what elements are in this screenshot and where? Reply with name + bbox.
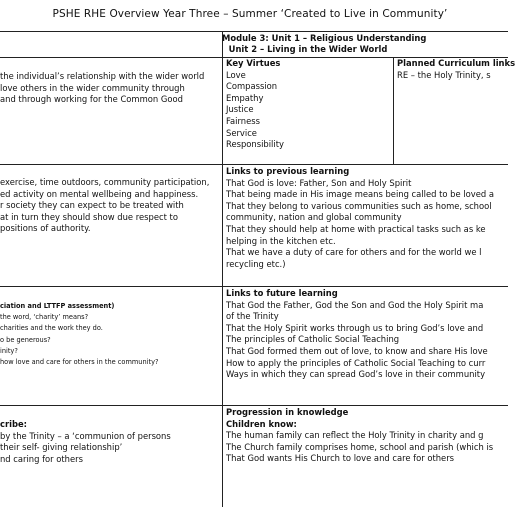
- describe-line: by the Trinity – a ‘communion of persons: [0, 430, 171, 441]
- future-learning-item: The principles of Catholic Social Teaching: [226, 334, 400, 345]
- assessment-question: how love and care for others in the community?: [0, 358, 159, 367]
- previous-learning-item: That they should help at home with practical tasks such as ke: [226, 223, 486, 234]
- document-title: PSHE RHE Overview Year Three – Summer ‘Created to Live in Community’: [52, 8, 448, 20]
- progression-cell: [226, 407, 508, 465]
- virtue-item: Love: [226, 69, 246, 80]
- future-learning-heading: Links to future learning: [226, 288, 338, 298]
- previous-learning-item: That God is love: Father, Son and Holy Spirit: [226, 177, 412, 188]
- previous-learning-item: That we have a duty of care for others and for the world we l: [226, 247, 482, 258]
- previous-learning-item: community, nation and global community: [226, 212, 402, 223]
- children-know-heading: Children know:: [226, 418, 297, 429]
- future-learning-item: of the Trinity: [226, 311, 279, 322]
- key-virtues-cell: [226, 58, 392, 151]
- assessment-heading: ciation and LTTFP assessment): [0, 302, 115, 310]
- future-learning-item: That the Holy Spirit works through us to bring God’s love and: [226, 322, 484, 333]
- describe-heading: cribe:: [0, 419, 27, 429]
- outcomes-line: ed activity on mental wellbeing and happiness.: [0, 188, 199, 199]
- aims-line: the individual’s relationship with the wider world: [0, 71, 205, 81]
- previous-learning-heading: Links to previous learning: [226, 166, 350, 176]
- outcomes-line: exercise, time outdoors, community participation,: [0, 177, 210, 187]
- progression-item: The human family can reflect the Holy Trinity in charity and g: [226, 430, 484, 441]
- assessment-question: o be generous?: [0, 335, 51, 344]
- assessment-question: the word, ‘charity’ means?: [0, 313, 89, 322]
- previous-learning-cell: [226, 166, 508, 270]
- outcomes-line: positions of authority.: [0, 223, 91, 234]
- previous-learning-item: That being made in His image means being called to be loved a: [226, 189, 494, 200]
- future-learning-item: That God formed them out of love, to know and share His love: [226, 345, 488, 356]
- previous-learning-item: recycling etc.): [226, 258, 286, 269]
- virtue-item: Fairness: [226, 115, 260, 126]
- assessment-question: charities and the work they do.: [0, 324, 103, 333]
- describe-text: [0, 419, 222, 465]
- curriculum-links-cell: [397, 58, 515, 81]
- outcomes-line: at in turn they should show due respect to: [0, 211, 178, 222]
- virtue-item: Compassion: [226, 81, 278, 92]
- assessment-question: inity?: [0, 346, 18, 355]
- assessment-questions: [0, 301, 222, 368]
- progression-item: The Church family comprises home, school and parish (which is: [226, 441, 494, 452]
- unit-heading: Unit 2 – Living in the Wider World: [228, 44, 388, 54]
- outcomes-text: [0, 177, 222, 235]
- curriculum-links-heading: Planned Curriculum links: [397, 58, 515, 68]
- virtue-item: Responsibility: [226, 139, 284, 150]
- previous-learning-item: That they belong to various communities such as home, school: [226, 200, 492, 211]
- aims-text: [0, 71, 222, 106]
- describe-line: nd caring for others: [0, 453, 83, 464]
- previous-learning-item: helping in the kitchen etc.: [226, 235, 336, 246]
- outcomes-line: r society they can expect to be treated with: [0, 200, 184, 211]
- describe-line: their self- giving relationship’: [0, 442, 123, 453]
- future-learning-item: How to apply the principles of Catholic Social Teaching to curr: [226, 357, 486, 368]
- future-learning-item: Ways in which they can spread God’s love in their community: [226, 369, 486, 380]
- overview-table: [0, 31, 515, 507]
- aims-line: love others in the wider community through: [0, 82, 185, 93]
- virtue-item: Service: [226, 127, 257, 138]
- future-learning-cell: [226, 288, 508, 381]
- progression-heading: Progression in knowledge: [226, 407, 349, 417]
- future-learning-item: That God the Father, God the Son and God the Holy Spirit ma: [226, 299, 484, 310]
- virtue-item: Empathy: [226, 92, 264, 103]
- key-virtues-heading: Key Virtues: [226, 58, 281, 68]
- curriculum-link-item: RE – the Holy Trinity, s: [397, 69, 491, 80]
- progression-item: That God wants His Church to love and care for others: [226, 453, 455, 464]
- virtue-item: Justice: [226, 104, 254, 115]
- aims-line: and through working for the Common Good: [0, 94, 183, 105]
- module-heading: Module 3: Unit 1 – Religious Understanding: [222, 33, 427, 43]
